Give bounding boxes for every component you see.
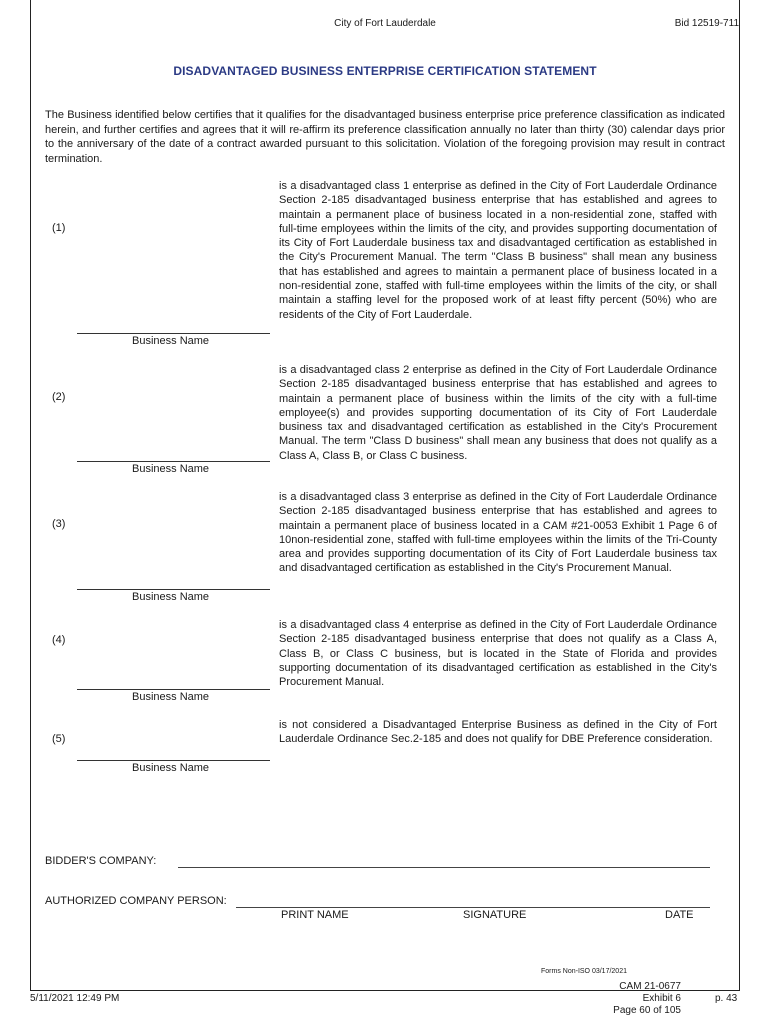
header-city: City of Fort Lauderdale	[334, 18, 436, 29]
entry-4-business-name-label: Business Name	[132, 691, 210, 703]
entry-1-description: is a disadvantaged class 1 enterprise as defined in the City of Fort Lauderdale Ordinance Section 2-185 disadvantaged business enterprise that has established and agrees to maintain a permanent place of business located in a non-residential zone, staffed with full-time employees within the limits of the city, and provides supporting documentation of its City of Fort Lauderdale business tax and disadvantaged certification as established in the City's Procurement Manual. The term "Class B business" shall mean any business that has established and agrees to maintain a permanent place of business located in a non-residential zone, staffed with full-time employees within the limits of the city, or shall maintain a staffing level for the proposed work of at least fifty percent (50%) who are residents of the City of Fort Lauderdale.	[279, 180, 717, 321]
entry-5-business-name-field[interactable]	[77, 760, 270, 761]
cam-number: CAM 21-0677	[619, 981, 681, 992]
page-number: p. 43	[715, 993, 738, 1004]
entry-3-business-name-label: Business Name	[132, 591, 210, 603]
entry-2-description: is a disadvantaged class 2 enterprise as defined in the City of Fort Lauderdale Ordinance Section 2-185 disadvantaged business enterprise that has established and agrees to maintain a permanent place of business within the limits of the city with a full-time employee(s) and provides supporting documentation of its City of Fort Lauderdale business tax and disadvantaged certification as established in the City's Procurement Manual. The term "Class D business" shall mean any business that does not qualify as a Class A, Class B, or Class C business.	[279, 364, 717, 462]
bidders-company-field[interactable]	[178, 867, 710, 868]
forms-version: Forms Non-ISO 03/17/2021	[541, 968, 627, 975]
intro-paragraph: The Business identified below certifies that it qualifies for the disadvantaged business enterprise price preference classification as indicated herein, and further certifies and agrees that it will re-affirm its preference classification annually no later than thirty (30) calendar days prior to the anniversary of the date of a contract awarded pursuant to this solicitation. Violation of the foregoing provision may result in contract termination.	[45, 109, 725, 165]
cam-reference	[613, 981, 681, 1017]
entry-1-business-name-label: Business Name	[132, 335, 210, 347]
entry-2-business-name-field[interactable]	[77, 461, 270, 462]
document-title: DISADVANTAGED BUSINESS ENTERPRISE CERTIFICATION STATEMENT	[173, 64, 597, 78]
entry-5-number: (5)	[52, 733, 66, 745]
entry-5-description: is not considered a Disadvantaged Enterprise Business as defined in the City of Fort Lauderdale Ordinance Sec.2-185 and does not qualify for DBE Preference consideration.	[279, 719, 717, 746]
entry-5-business-name-label: Business Name	[132, 762, 210, 774]
entry-2-business-name-label: Business Name	[132, 463, 210, 475]
entry-1-number: (1)	[52, 222, 66, 234]
entry-3-description: is a disadvantaged class 3 enterprise as defined in the City of Fort Lauderdale Ordinance Section 2-185 disadvantaged business enterprise that has established and agrees to maintain a permanent place of business located in a CAM #21-0053 Exhibit 1 Page 6 of 10non-residential zone, staffed with full-time employees within the limits of the Tri-County area and provides supporting documentation of its City of Fort Lauderdale business tax and disadvantaged certification as established in the City's Procurement Manual.	[279, 491, 717, 575]
bidders-company-label: BIDDER'S COMPANY:	[45, 855, 157, 867]
entry-2-number: (2)	[52, 391, 66, 403]
date-label: DATE	[665, 909, 694, 921]
print-name-label: PRINT NAME	[281, 909, 349, 921]
exhibit-number: Exhibit 6	[642, 993, 681, 1004]
entry-4-number: (4)	[52, 634, 66, 646]
entry-4-description: is a disadvantaged class 4 enterprise as defined in the City of Fort Lauderdale Ordinance Section 2-185 disadvantaged business enterprise that does not qualify as a Class A, Class B, or Class C business, but is located in the State of Florida and provides supporting documentation of its disadvantaged certification as established in the City's Procurement Manual.	[279, 619, 717, 689]
header-bid-number: Bid 12519-711	[674, 18, 739, 29]
page-of-total: Page 60 of 105	[613, 1005, 681, 1016]
print-timestamp: 5/11/2021 12:49 PM	[30, 993, 120, 1004]
entry-3-business-name-field[interactable]	[77, 589, 270, 590]
signature-label: SIGNATURE	[463, 909, 527, 921]
entry-4-business-name-field[interactable]	[77, 689, 270, 690]
authorized-person-field[interactable]	[236, 907, 710, 908]
entry-1-business-name-field[interactable]	[77, 333, 270, 334]
authorized-person-label: AUTHORIZED COMPANY PERSON:	[45, 895, 227, 907]
entry-3-number: (3)	[52, 518, 66, 530]
